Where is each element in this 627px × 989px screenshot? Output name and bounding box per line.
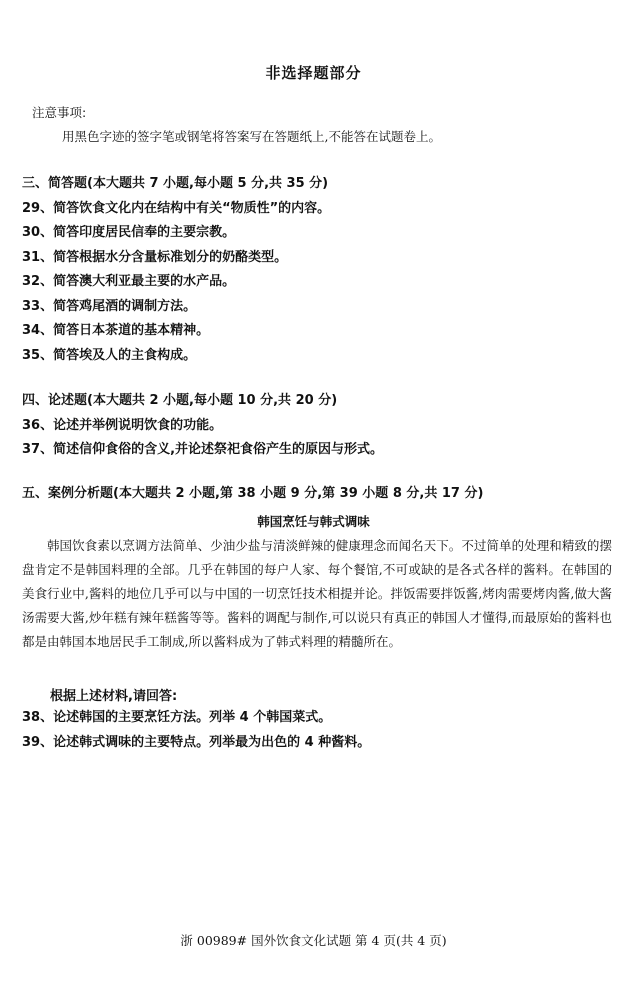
case-text: 韩国饮食素以烹调方法简单、少油少盐与清淡鲜辣的健康理念而闻名天下。不过简单的处理和精致的摆盘肯定不是韩国料理的全部。几乎在韩国的每户人家、每个餐馆,不可或缺的是各式各样的酱料。在韩国的美食行业中,酱料的地位几乎可以与中国的一切烹饪技术相提并论。拌饭需要拌饭酱,烤肉需要烤肉酱,做大酱汤需要大酱,炒年糕有辣年糕酱等等。酱料的调配与制作,可以说只有真正的韩国人才懂得,而最原始的酱料也都是由韩国本地居民手工制成,所以酱料成为了韩式料理的精髓所在。 (22, 538, 612, 649)
question-item: 32、简答澳大利亚最主要的水产品。 (22, 274, 236, 289)
section-short-answer (22, 172, 612, 368)
question-item: 36、论述并举例说明饮食的功能。 (22, 417, 223, 433)
question-item: 38、论述韩国的主要烹饪方法。列举 4 个韩国菜式。 (22, 710, 332, 725)
question-item: 39、论述韩式调味的主要特点。列举最为出色的 4 种酱料。 (22, 734, 371, 750)
question-item: 29、简答饮食文化内在结构中有关“物质性”的内容。 (22, 200, 331, 216)
question-item: 31、简答根据水分含量标准划分的奶酪类型。 (22, 249, 288, 265)
question-item: 35、简答埃及人的主食构成。 (22, 347, 197, 363)
question-item: 37、简述信仰食俗的含义,并论述祭祀食俗产生的原因与形式。 (22, 442, 384, 457)
case-questions (22, 706, 612, 755)
question-item: 33、简答鸡尾酒的调制方法。 (22, 298, 197, 314)
case-prompt: 根据上述材料,请回答: (50, 689, 178, 704)
section-heading: 四、论述题(本大题共 2 小题,每小题 10 分,共 20 分) (22, 393, 338, 408)
notice-heading: 注意事项: (32, 105, 87, 120)
section-case-analysis (22, 482, 612, 507)
page-footer: 浙 00989# 国外饮食文化试题 第 4 页(共 4 页) (180, 933, 447, 948)
section-heading: 三、简答题(本大题共 7 小题,每小题 5 分,共 35 分) (22, 176, 329, 191)
notice-text: 用黑色字迹的签字笔或钢笔将答案写在答题纸上,不能答在试题卷上。 (62, 129, 441, 144)
question-item: 30、简答印度居民信奉的主要宗教。 (22, 225, 236, 240)
section-heading: 五、案例分析题(本大题共 2 小题,第 38 小题 9 分,第 39 小题 8 分,共 17 分) (22, 486, 484, 501)
page-title: 非选择题部分 (265, 64, 362, 82)
section-essay (22, 389, 612, 463)
case-title: 韩国烹饪与韩式调味 (257, 514, 370, 529)
question-item: 34、简答日本茶道的基本精神。 (22, 323, 210, 338)
